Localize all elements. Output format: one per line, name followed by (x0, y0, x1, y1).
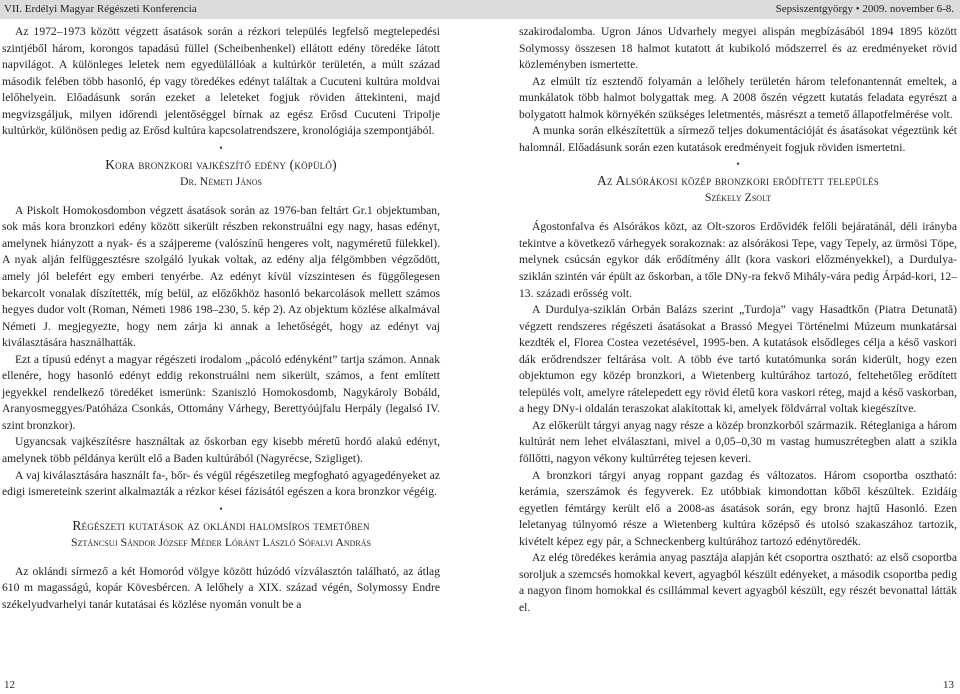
paragraph: A Durdulya-sziklán Orbán Balázs szerint „Turdoja” vagy Hasadtkőn (Piatra Detunată) végzett rendszeres régészeti ásatásokat a Brassó Megyei Történelmi Múzeum munkatársai kezdték el, Florea Costea vezetésével, 1995-ben. A kutatások elsődleges célja a késő vaskori dák erődrendszer feltárása volt. A több éve tartó kutatómunka során kiderült, hogy ezen objektumon egy közép bronzkori, a Wietenberg kultúrához tartozó, feltehetőleg erődített település volt, amelyre rátelepedett egy rövid életű kora vaskori réteg, majd a késő vaskorban, a hegy DNy-i oldalán teraszokat alakítottak ki, amelyek földvárral voltak kiegészítve. (519, 303, 957, 416)
running-header-right (480, 0, 960, 19)
section-title: Kora bronzkori vajkészítő edény (köpülő) (105, 156, 337, 172)
paragraph: A bronzkori tárgyi anyag roppant gazdag és változatos. Három csoportba osztható: kerámia, szerszámok és fegyverek. Ez utóbbiak kimondottan kőből készültek. Ezidáig egyetlen fémtárgy került elő a 2008-as ásatások során, egy bronz hajtű Hasonló. Ezen leletanyag túlnyomó része a Wietenberg kultúra kőzépső és utolsó szakaszához tartozik, kivételt képez egy pár, a Schneckenberg kultúrához tartozó edénytöredék. (519, 468, 957, 548)
paragraph: Az elég töredékes kerámia anyag pasztája alapján két csoportra osztható: az első csoportba soroljuk a szemcsés homokkal kevert, agyagból készült edényeket, a második csoportba pedig a nagyon finom homokkal és csillámmal kevert agyagból készült, egy részét bevonattal látták el. (519, 551, 957, 614)
section-separator: • (736, 159, 740, 170)
paragraph: A vaj kiválasztására használt fa-, bőr- és végül régészetileg megfogható agyagedényeket az edigi ismereteink szerint alkalmazták a rézkor kései fázisától egészen a kora bronzkor végéig. (2, 468, 440, 499)
conference-location-date: Sepsiszentgyörgy • 2009. november 6-8. (775, 3, 954, 15)
section-author: Székely Zsolt (704, 190, 772, 205)
paragraph: Ágostonfalva és Alsórákos közt, az Olt-szoros Erdővidék felőli bejáratánál, déli irányba tekintve a következő várhegyek sorakoznak: az alsórákosi Tepe, vagy Tepely, az ürmösi Töpe, melynek csúcsán egykor dák erődítmény állt (kora vaskori előzményekkel), a Durdulya-sziklán szintén vár épült az őskorban, a tőle DNy-ra fekvő Mihály-vára pedig Árpád-kori, 12–13. századi erősség volt. (519, 220, 957, 300)
page-number-right: 13 (943, 679, 954, 691)
running-header-left (0, 0, 480, 19)
paragraph: Az előkerült tárgyi anyag nagy része a közép bronzkorból származik. Réteglaniga a három kultúrát nem lehet elválasztani, mivel a 0,05–0,30 m vastag humuszrétegben alatt a szikla föllőtti, nagyon vékony kultúrréteg tejesen keveri. (519, 418, 957, 466)
paragraph: Az elmúlt tíz esztendő folyamán a lelőhely területén három telefonantennát emeltek, a munkálatok több halmot bolygattak meg. A 2008 őszén végzett kutatás feladata egyrészt a bolygatott halmok környékén szükséges leletmentés, másrészt a temető állapotfelmérése volt. (519, 74, 957, 121)
section-author: Sztáncsuj Sándor József Méder Lóránt László Sófalvi András (71, 534, 371, 549)
right-column (519, 24, 957, 617)
section-title: Az Alsórákosi közép bronzkori erődített település (597, 173, 879, 189)
left-column (2, 24, 440, 613)
paragraph: Ugyancsak vajkészítésre használtak az őskorban egy kisebb méretű hordó alakú edényt, amelynek több példánya került elő a Baden kultúrából (Nagyrécse, Szigliget). (2, 435, 440, 466)
paragraph: Az oklándi sírmező a két Homoród völgye között húzódó vízválasztón található, az átlag 610 m magasságú, kopár Kövesbércen. A lelőhely a XIX. század végén, Solymossy Endre székelyudvarhelyi tanár kutatásai és közlése nyomán vonult be a (2, 564, 440, 611)
paragraph: A Piskolt Homokosdombon végzett ásatások során az 1976-ban feltárt Gr.1 objektumban, sok más kora bronzkori edény között sikerült részben rekonstruálni egy nagy, hasas edényt, amelynek hiányzott a nyak- és a szájpereme (valószínű hengeres volt, nagyméretű fülekkel). A nyak alján felfüggesztésre szolgáló lyukak voltak, az edény alja félgömbben végződött, amely jól belefért egy emberi tenyérbe. Az edényt kívül vízszintesen és függőlegesen bekarcolt vonalak díszítették, míg belül, az előzőkhöz hasonló bekarcolások mellett számos hegyes dudor volt (Roman, Németi 1986 198–230, 5. kép 2). Az objektum közlése alkalmával Németi J. megjegyezte, hogy nem zárja ki annak a lehetőségét, hogy az edényt vaj kiválasztására használhatták. (2, 203, 440, 350)
page-number-left: 12 (4, 679, 15, 691)
paragraph: A munka során elkészítettük a sírmező teljes dokumentációját és ásatásokat végeztünk két halomnál. Előadásunk során ezen kutatások eredményeit fogjuk röviden ismertetni. (519, 124, 957, 154)
section-separator: • (219, 503, 223, 514)
conference-title: VII. Erdélyi Magyar Régészeti Konferencia (4, 3, 197, 15)
paragraph: Ezt a típusú edényt a magyar régészeti irodalom „pácoló edényként” tartja számon. Annak ellenére, hogy hasonló edényt eddig rekonstruálni nem sikerült, számos, a fent említett jegyekkel rendelkező töredéket ismerünk: Szaniszló Homokosdomb, Nagykároly Bobáld, Aranyosmeggyes/Patóháza Csonkás, Ottomány Várhegy, Berettyóújfalu Herpály (legalsó IV. szint bronzkor). (2, 352, 440, 432)
section-title: Régészeti kutatások az oklándi halomsíros temetőben (72, 517, 370, 533)
paragraph: Az 1972–1973 között végzett ásatások során a rézkori település legfelső megtelepedési szintjéből három, korongos tapadású füllel (Scheibenhenkel) ellátott edény töredéke látott napvilágot. A különleges leletek nem egyedülállóak a kultúrkör területén, a múlt század második felében több hasonló, ép vagy töredékes edényt találtak a Cucuteni kultúra moldvai lelőhelyein. Előadásunk során ezeket a leleteket fogjuk röviden áttekinteni, majd megvizsgáljuk, milyen időrendi jelentőséggel bírnak az egész Erősd Cucuteni Tripolje kultúrkör, különösen pedig az Erősd kultúra kapcsolatrendszere, kronológiája szempontjából. (2, 25, 440, 138)
section-separator: • (219, 142, 223, 153)
paragraph: szakirodalomba. Ugron János Udvarhely megyei alispán megbízásából 1894 1895 között Solymossy összesen 18 halmot kutatott át kubikoló módszerrel és az eredményeket rövid közleményben ismertette. (519, 25, 957, 72)
section-author: Dr. Németi János (179, 173, 263, 188)
